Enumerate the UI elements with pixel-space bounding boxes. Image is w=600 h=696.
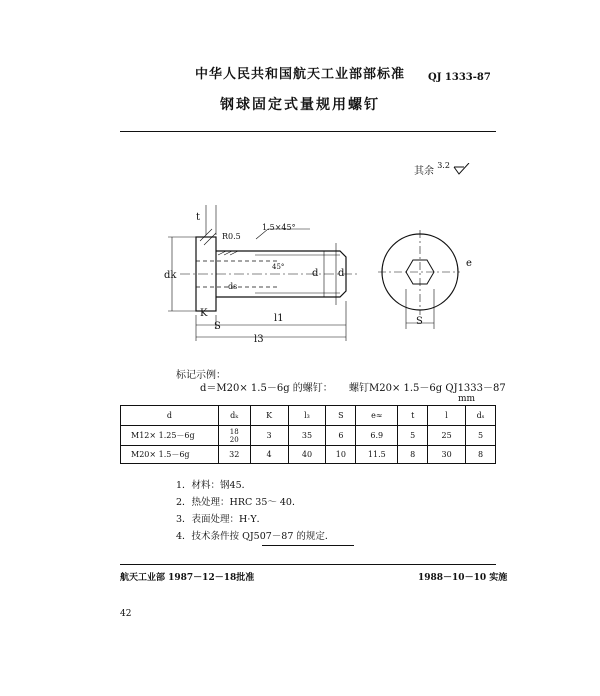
label-side-s: S: [416, 316, 423, 327]
standard-number: QJ 1333-87: [428, 72, 491, 83]
table-row: [121, 446, 496, 464]
label-chamfer: 1.5×45°: [262, 223, 296, 232]
table-cell: 4: [250, 446, 288, 464]
effective-date: 1988－10－10 实施: [418, 573, 508, 583]
label-d: d: [338, 268, 345, 279]
header-rule: [120, 131, 496, 132]
page-number: 42: [120, 609, 132, 619]
label-angle: 45°: [272, 263, 285, 271]
label-l1: l1: [274, 313, 284, 324]
notes-end-rule: [262, 545, 354, 546]
table-cell: 25: [428, 426, 466, 446]
header-e: e≈: [356, 406, 398, 426]
table-cell: [218, 426, 250, 446]
table-cell: M20× 1.5－6g: [121, 446, 219, 464]
table-cell-lower: 20: [229, 435, 239, 444]
table-cell: 35: [288, 426, 326, 446]
example-heading: 标记示例：: [176, 370, 226, 381]
table-cell: 6: [326, 426, 356, 446]
note-item: 3．表面处理：H·Y．: [176, 514, 267, 525]
note-item: 1．材料：钢45．: [176, 480, 252, 491]
header-ds: dₛ: [466, 406, 496, 426]
label-s: S: [214, 321, 221, 332]
table-cell: 32: [218, 446, 250, 464]
note-item: 2．热处理：HRC 35～ 40．: [176, 497, 302, 508]
table-cell: 6.9: [356, 426, 398, 446]
table-cell: 8: [398, 446, 428, 464]
example-text: d＝M20× 1.5－6g 的螺钉：: [200, 383, 333, 394]
header-s: S: [326, 406, 356, 426]
header-d: d: [121, 406, 219, 426]
technical-notes: [176, 477, 334, 545]
organization-title: 中华人民共和国航天工业部部标准: [194, 67, 405, 82]
table-cell: 8: [466, 446, 496, 464]
table-cell: M12× 1.25－6g: [121, 426, 219, 446]
dimension-table: [120, 405, 496, 464]
document-title: 钢球固定式量规用螺钉: [220, 97, 380, 113]
header-l: l: [428, 406, 466, 426]
screw-drawing: [160, 205, 460, 345]
table-cell: 5: [398, 426, 428, 446]
label-l3: l3: [254, 334, 264, 345]
header-k: K: [250, 406, 288, 426]
label-radius: R0.5: [222, 232, 241, 241]
label-t: t: [196, 212, 201, 223]
table-cell: 40: [288, 446, 326, 464]
approval-date: 航天工业部 1987－12－18批准: [120, 573, 255, 583]
table-cell: 5: [466, 426, 496, 446]
table-cell: 10: [326, 446, 356, 464]
roughness-value: 3.2: [437, 161, 450, 170]
header-l3: l₃: [288, 406, 326, 426]
table-cell: 30: [428, 446, 466, 464]
table-header-row: [121, 406, 496, 426]
unit-label: mm: [458, 394, 476, 404]
table-cell: 3: [250, 426, 288, 446]
example-marking: 螺钉M20× 1.5－6g QJ1333－87: [349, 383, 506, 394]
surface-roughness-note: [414, 162, 471, 177]
label-dk: dk: [164, 270, 177, 281]
table-cell: 11.5: [356, 446, 398, 464]
label-e: e: [466, 258, 472, 269]
table-row: [121, 426, 496, 446]
roughness-prefix: 其余: [414, 166, 434, 177]
note-item: 4．技术条件按 QJ507－87 的规定．: [176, 531, 335, 542]
header-t: t: [398, 406, 428, 426]
table-cell-upper: 18: [229, 427, 239, 436]
roughness-symbol-icon: [453, 163, 471, 175]
label-d-inner: d: [312, 268, 319, 279]
header-dk: dₖ: [218, 406, 250, 426]
footer-rule: [120, 564, 496, 565]
label-k: K: [200, 308, 208, 319]
label-ds: ds: [228, 282, 238, 291]
